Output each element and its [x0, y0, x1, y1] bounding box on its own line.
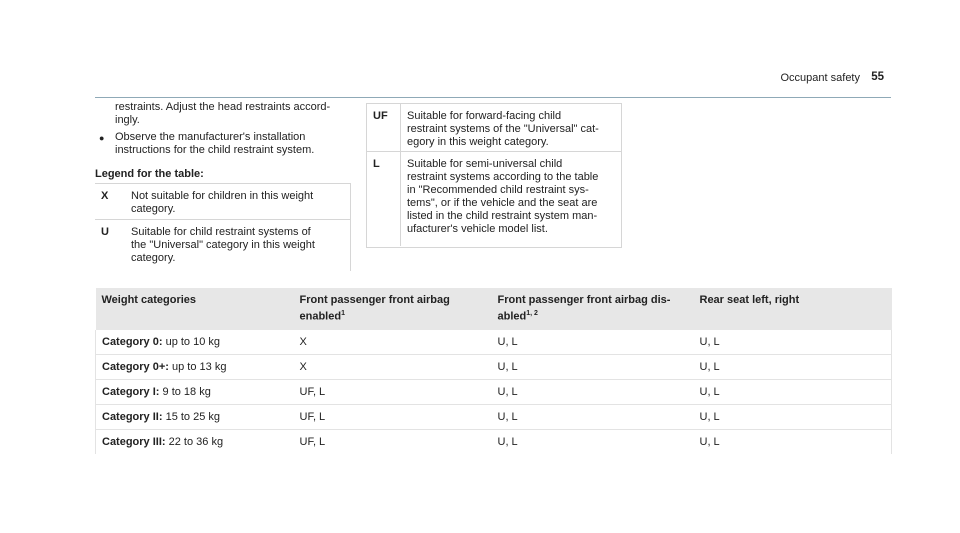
- airbag-disabled-cell: U, L: [497, 435, 518, 448]
- footnote-ref: 1: [341, 310, 345, 317]
- bullet-icon: ●: [99, 133, 105, 143]
- weight-range: up to 13 kg: [168, 360, 227, 373]
- rear-seat-cell: U, L: [694, 429, 892, 454]
- rear-seat-cell: U, L: [694, 330, 892, 355]
- airbag-disabled-cell: U, L: [492, 330, 694, 355]
- airbag-enabled-cell: X: [294, 354, 492, 379]
- intro-line-1: restraints. Adjust the head restraints accord-: [115, 101, 331, 113]
- page-number: 55: [871, 71, 884, 83]
- header-airbag-enabled-line-2: enabled: [299, 310, 342, 323]
- legend-uf-line-1: Suitable for forward-facing child: [407, 110, 562, 122]
- legend-uf-line-3: egory in this weight category.: [407, 136, 549, 148]
- legend-code-x: X: [101, 190, 109, 202]
- legend-x-line-2: category.: [131, 203, 176, 215]
- intro-line-2: ingly.: [115, 114, 140, 126]
- section-title: Occupant safety: [780, 72, 860, 84]
- header-airbag-disabled-line-2: abled: [497, 310, 527, 323]
- legend-l-line-6: ufacturer's vehicle model list.: [407, 223, 548, 235]
- legend-l-line-5: listed in the child restraint system man-: [407, 210, 598, 222]
- category-label: Category III:: [102, 435, 166, 448]
- header-weight-categories: Weight categories: [96, 288, 294, 330]
- category-label: Category 0:: [102, 335, 163, 348]
- airbag-disabled-cell: U, L: [492, 379, 694, 404]
- weight-category-cell: [96, 404, 294, 429]
- bullet-line-2: instructions for the child restraint system.: [115, 144, 315, 156]
- table-row: [96, 354, 892, 379]
- table-header-row: [96, 288, 892, 330]
- legend-uf-line-2: restraint systems of the "Universal" cat-: [407, 123, 599, 135]
- legend-code-uf: UF: [373, 110, 388, 122]
- legend-left-border: [350, 183, 351, 271]
- airbag-enabled-cell: UF, L: [294, 404, 492, 429]
- legend-code-l: L: [373, 158, 380, 170]
- table-row: [96, 330, 892, 355]
- legend-right-col-divider: [400, 103, 401, 246]
- legend-right-mid-rule: [366, 151, 621, 152]
- child-seat-table: [95, 288, 892, 454]
- weight-range: 15 to 25 kg: [162, 410, 221, 423]
- legend-x-line-1: Not suitable for children in this weight: [131, 190, 314, 202]
- header-airbag-disabled: [492, 288, 694, 330]
- header-airbag-enabled: [294, 288, 492, 330]
- legend-u-line-3: category.: [131, 252, 176, 264]
- weight-category-cell: [96, 354, 294, 379]
- category-label: Category 0+:: [102, 360, 169, 373]
- footnote-ref: 1, 2: [526, 310, 538, 317]
- header-rear-seat: Rear seat left, right: [694, 288, 892, 330]
- airbag-disabled-cell: U, L: [492, 404, 694, 429]
- airbag-enabled-cell: X: [294, 330, 492, 355]
- legend-left-top-rule: [95, 183, 350, 184]
- header-airbag-disabled-line-1: Front passenger front airbag dis-: [497, 294, 671, 306]
- legend-u-line-1: Suitable for child restraint systems of: [131, 226, 311, 238]
- legend-l-line-4: tems", or if the vehicle and the seat are: [407, 197, 598, 209]
- bullet-line-1: Observe the manufacturer's installation: [115, 131, 306, 143]
- legend-u-line-2: the "Universal" category in this weight: [131, 239, 315, 251]
- table-row: [96, 404, 892, 429]
- category-label: Category II:: [102, 410, 163, 423]
- legend-l-line-3: in "Recommended child restraint sys-: [407, 184, 589, 196]
- weight-range: 22 to 36 kg: [165, 435, 224, 448]
- airbag-enabled-cell: UF, L: [294, 379, 492, 404]
- rear-seat-cell: U, L: [694, 354, 892, 379]
- weight-range: up to 10 kg: [162, 335, 221, 348]
- legend-l-line-2: restraint systems according to the table: [407, 171, 599, 183]
- weight-category-cell: [96, 429, 294, 454]
- header-airbag-enabled-line-1: Front passenger front airbag: [299, 294, 450, 306]
- table-row: [96, 429, 892, 454]
- legend-left-mid-rule: [95, 219, 350, 220]
- airbag-disabled-cell: U, L: [492, 354, 694, 379]
- rear-seat-cell: U, L: [694, 379, 892, 404]
- category-label: Category I:: [102, 385, 160, 398]
- weight-category-cell: [96, 379, 294, 404]
- weight-range: 9 to 18 kg: [159, 385, 211, 398]
- weight-category-cell: [96, 330, 294, 355]
- table-row: [96, 379, 892, 404]
- legend-code-u: U: [101, 226, 109, 238]
- legend-l-line-1: Suitable for semi-universal child: [407, 158, 563, 170]
- rear-seat-cell: U, L: [694, 404, 892, 429]
- legend-title: Legend for the table:: [95, 168, 204, 180]
- airbag-enabled-cell: UF, L: [299, 435, 326, 448]
- header-rule: [95, 97, 891, 98]
